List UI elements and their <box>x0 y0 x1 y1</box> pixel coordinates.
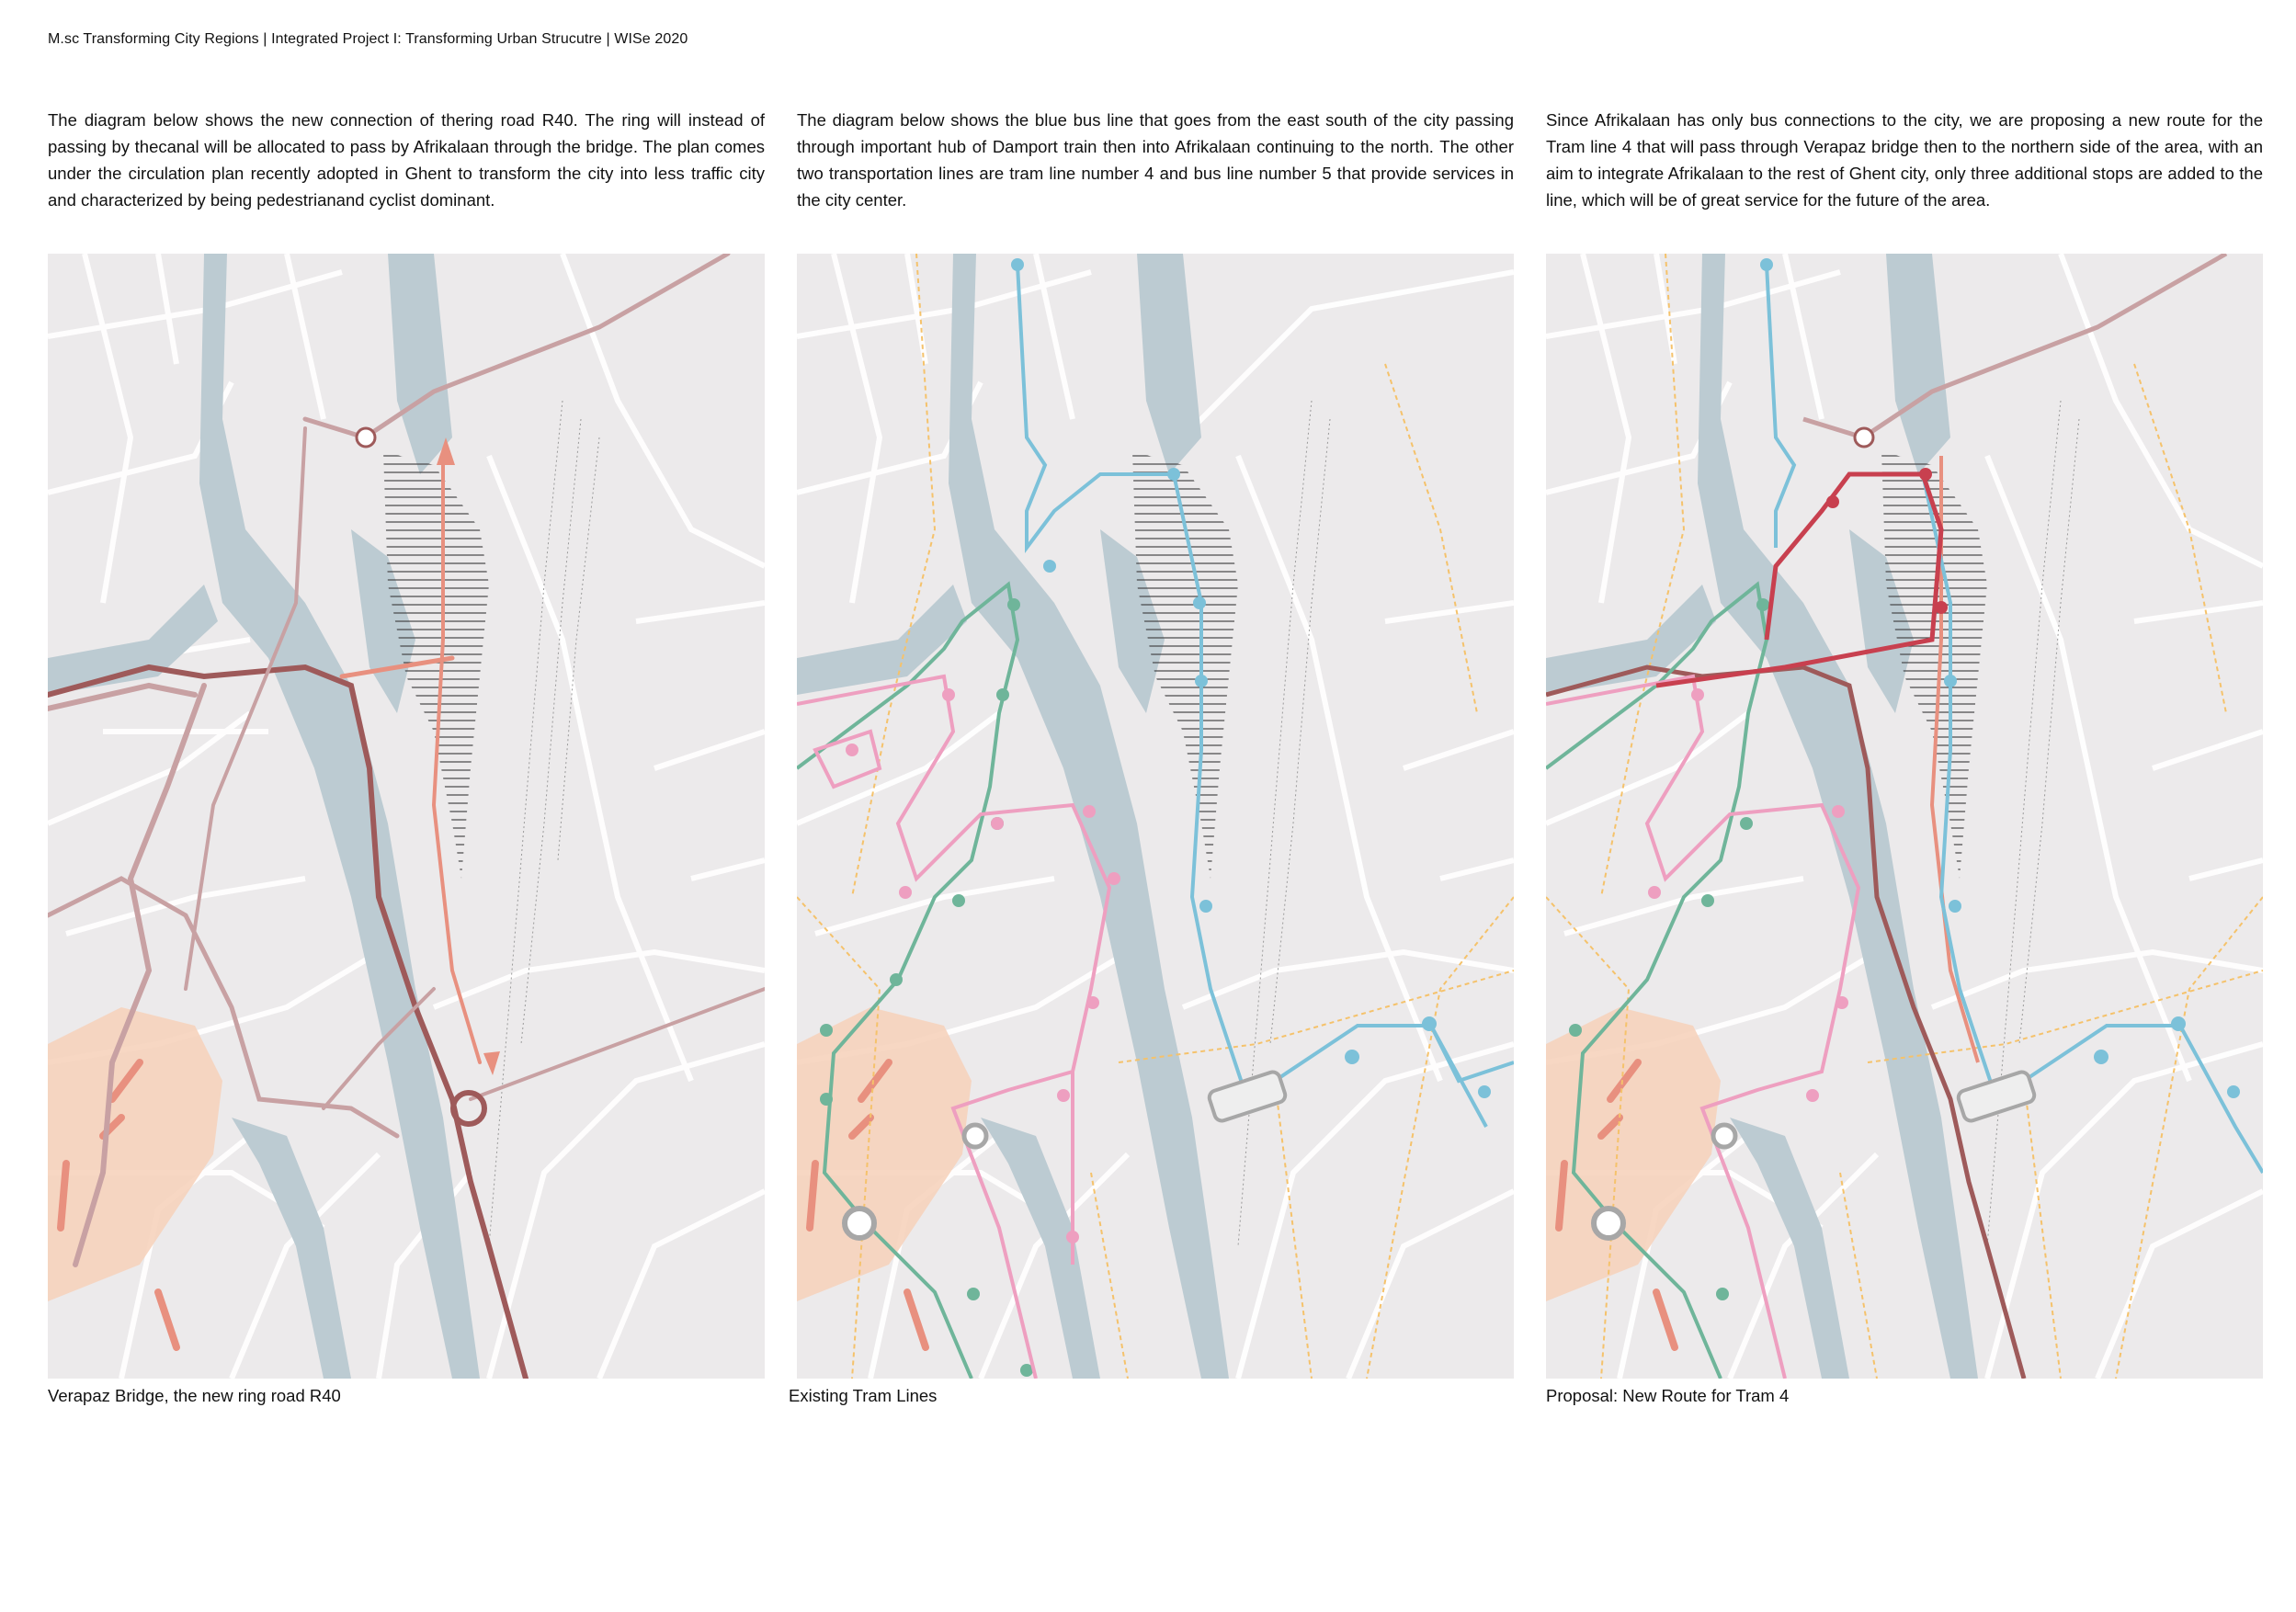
panel-1-description: The diagram below shows the new connection of thering road R40. The ring will instead of passing by thecanal will be allocated to pass by Afrikalaan through the bridge. The plan comes under the circulation plan recently adopted in Ghent to transform the city into less traffic city and characterized by being pedestrianand cyclist dominant. <box>48 110 765 210</box>
panel-3-caption: Proposal: New Route for Tram 4 <box>1546 1386 1790 1405</box>
map-proposal-tram-4 <box>1546 254 2263 1379</box>
page-header: M.sc Transforming City Regions | Integrated Project I: Transforming Urban Strucutre | WISe 2020 <box>48 31 688 47</box>
panel-3-description: Since Afrikalaan has only bus connections to the city, we are proposing a new route for the Tram line 4 that will pass through Verapaz bridge then to the northern side of the area, with an aim to integrate Afrikalaan to the rest of Ghent city, only three additional stops are added to the line, which will be of great service for the future of the area. <box>1546 110 2263 210</box>
map-ring-road-r40 <box>48 254 765 1379</box>
city-center-area <box>48 1007 222 1301</box>
panel-2-caption: Existing Tram Lines <box>789 1386 938 1405</box>
city-center-area <box>1546 1007 1721 1301</box>
map-existing-tram-lines-svg <box>797 254 1514 1379</box>
map-proposal-tram-4-svg <box>1546 254 2263 1379</box>
panel-2-description: The diagram below shows the blue bus line that goes from the east south of the city passing through important hub of Damport train then into Afrikalaan continuing to the north. The other two transportation lines are tram line number 4 and bus line number 5 that provide services in the city center. <box>797 110 1514 210</box>
railway-lines <box>1238 401 1330 1246</box>
panel-1-caption: Verapaz Bridge, the new ring road R40 <box>48 1386 341 1405</box>
railway-lines <box>489 401 599 1246</box>
city-center-area <box>797 1007 972 1301</box>
railway-lines <box>1987 401 2079 1246</box>
map-existing-tram-lines <box>797 254 1514 1379</box>
map-ring-road-r40-svg <box>48 254 765 1379</box>
